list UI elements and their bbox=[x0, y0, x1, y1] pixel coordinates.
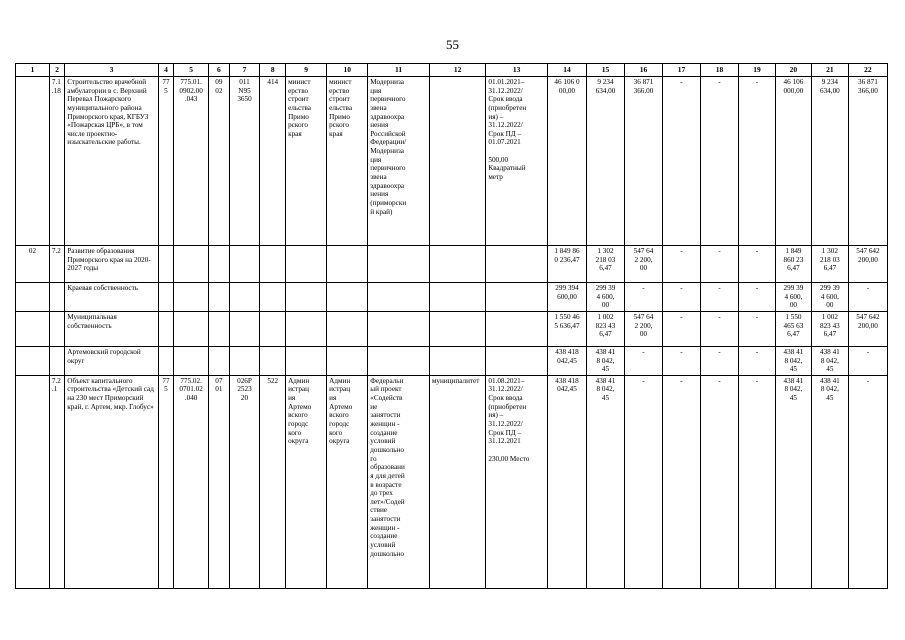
cell: 438 41 8 042, 45 bbox=[775, 375, 811, 588]
cell: - bbox=[624, 346, 662, 375]
col-header: 11 bbox=[368, 64, 430, 77]
cell bbox=[158, 346, 173, 375]
cell bbox=[209, 346, 230, 375]
col-header: 10 bbox=[327, 64, 368, 77]
cell: минист ерство строит ельства Примо рского края bbox=[327, 77, 368, 246]
cell: 1 002 823 43 6,47 bbox=[811, 311, 848, 346]
cell: 522 bbox=[260, 375, 286, 588]
cell: 414 bbox=[260, 77, 286, 246]
cell: - bbox=[738, 311, 775, 346]
cell: 02 bbox=[16, 246, 50, 283]
cell: Федеральн ый проект «Содейств ие занятости женщин - создание условий дошкольно го образовани я для детей в возрасте до трех лет»/Содей ствие занятости женщин - создание условий дошкольно bbox=[368, 375, 430, 588]
cell: 46 106 000,00 bbox=[775, 77, 811, 246]
cell bbox=[260, 311, 286, 346]
table-row bbox=[16, 283, 888, 312]
cell bbox=[174, 283, 209, 312]
cell bbox=[16, 311, 50, 346]
cell: 07 01 bbox=[209, 375, 230, 588]
cell bbox=[368, 283, 430, 312]
cell bbox=[229, 283, 260, 312]
cell: 026Р 2523 20 bbox=[229, 375, 260, 588]
cell: - bbox=[738, 375, 775, 588]
cell: муниципалитет bbox=[429, 375, 485, 588]
cell: 36 871 366,00 bbox=[848, 77, 887, 246]
col-header: 4 bbox=[158, 64, 173, 77]
col-header: 14 bbox=[547, 64, 586, 77]
cell bbox=[229, 246, 260, 283]
cell: - bbox=[848, 283, 887, 312]
cell: - bbox=[738, 283, 775, 312]
cell: - bbox=[662, 283, 700, 312]
cell bbox=[368, 246, 430, 283]
cell: - bbox=[662, 346, 700, 375]
cell: - bbox=[738, 346, 775, 375]
cell: 7.2 .1 bbox=[49, 375, 64, 588]
table-row bbox=[16, 246, 888, 283]
col-header: 20 bbox=[775, 64, 811, 77]
cell bbox=[486, 311, 548, 346]
cell: 547 64 2 200, 00 bbox=[624, 246, 662, 283]
table-row bbox=[16, 311, 888, 346]
cell: - bbox=[624, 375, 662, 588]
cell: 775.02. 0701.02 .040 bbox=[174, 375, 209, 588]
cell: Краевая собственность bbox=[65, 283, 158, 312]
cell: Модерниза ция первичного звена здравоохра нения Российской Федерации/ Модерниза ция первичного звена здравоохра нения (приморски й край) bbox=[368, 77, 430, 246]
cell bbox=[158, 311, 173, 346]
col-header: 7 bbox=[229, 64, 260, 77]
budget-table bbox=[15, 63, 888, 589]
cell bbox=[209, 283, 230, 312]
cell: 1 302 218 03 6,47 bbox=[811, 246, 848, 283]
cell bbox=[260, 283, 286, 312]
col-header: 13 bbox=[486, 64, 548, 77]
cell: 299 39 4 600, 00 bbox=[811, 283, 848, 312]
header-row bbox=[16, 64, 888, 77]
cell: 1 849 860 23 6,47 bbox=[775, 246, 811, 283]
table-row bbox=[16, 346, 888, 375]
cell bbox=[368, 346, 430, 375]
cell bbox=[260, 346, 286, 375]
cell: - bbox=[700, 246, 738, 283]
table-row bbox=[16, 375, 888, 588]
col-header: 5 bbox=[174, 64, 209, 77]
cell: 299 39 4 600, 00 bbox=[586, 283, 624, 312]
cell: 438 418 042,45 bbox=[547, 375, 586, 588]
cell bbox=[429, 246, 485, 283]
cell: Админ истрац ия Артемо вского городс кого округа bbox=[286, 375, 327, 588]
cell bbox=[16, 346, 50, 375]
cell: Объект капитального строительства «Детский сад на 230 мест Приморский край, г. Артем, мкр. Глобус» bbox=[65, 375, 158, 588]
cell: Админ истрац ия Артемо вского городс кого округа bbox=[327, 375, 368, 588]
cell bbox=[368, 311, 430, 346]
cell bbox=[158, 283, 173, 312]
cell bbox=[286, 346, 327, 375]
col-header: 3 bbox=[65, 64, 158, 77]
cell bbox=[286, 283, 327, 312]
cell: 438 41 8 042, 45 bbox=[775, 346, 811, 375]
cell: - bbox=[700, 283, 738, 312]
cell: 438 41 8 042, 45 bbox=[586, 346, 624, 375]
cell bbox=[486, 283, 548, 312]
cell: 01.08.2021– 31.12.2022/ Срок ввода (приобретен ия) – 31.12.2022/ Срок ПД – 31.12.2021 230,00 Место bbox=[486, 375, 548, 588]
col-header: 9 bbox=[286, 64, 327, 77]
cell: Развитие образования Приморского края на 2020-2027 годы bbox=[65, 246, 158, 283]
cell: 011 N95 3650 bbox=[229, 77, 260, 246]
cell bbox=[209, 246, 230, 283]
cell: 775.01. 0902.00 .043 bbox=[174, 77, 209, 246]
cell: 438 41 8 042, 45 bbox=[586, 375, 624, 588]
cell bbox=[49, 346, 64, 375]
col-header: 15 bbox=[586, 64, 624, 77]
cell: 438 41 8 042, 45 bbox=[811, 346, 848, 375]
col-header: 19 bbox=[738, 64, 775, 77]
cell: - bbox=[848, 346, 887, 375]
cell: минист ерство строит ельства Примо рского края bbox=[286, 77, 327, 246]
cell bbox=[429, 346, 485, 375]
cell: - bbox=[700, 375, 738, 588]
cell bbox=[429, 311, 485, 346]
cell: 547 642 200,00 bbox=[848, 311, 887, 346]
cell: 01.01.2021– 31.12.2022/ Срок ввода (приобретен ия) – 31.12.2022/ Срок ПД – 01.07.2021 500,00 Квадратный метр bbox=[486, 77, 548, 246]
cell: - bbox=[848, 375, 887, 588]
cell: - bbox=[662, 77, 700, 246]
page-number: 55 bbox=[446, 37, 459, 52]
cell bbox=[229, 346, 260, 375]
cell bbox=[486, 346, 548, 375]
cell: 547 642 200,00 bbox=[848, 246, 887, 283]
col-header: 6 bbox=[209, 64, 230, 77]
cell bbox=[286, 311, 327, 346]
cell: 46 106 0 00,00 bbox=[547, 77, 586, 246]
cell bbox=[286, 246, 327, 283]
cell bbox=[260, 246, 286, 283]
cell: - bbox=[700, 77, 738, 246]
cell: 1 302 218 03 6,47 bbox=[586, 246, 624, 283]
col-header: 17 bbox=[662, 64, 700, 77]
cell bbox=[209, 311, 230, 346]
cell: - bbox=[700, 346, 738, 375]
cell: 7.2 bbox=[49, 246, 64, 283]
cell: - bbox=[624, 283, 662, 312]
cell: 9 234 634,00 bbox=[811, 77, 848, 246]
cell bbox=[16, 375, 50, 588]
cell bbox=[429, 77, 485, 246]
cell: 1 002 823 43 6,47 bbox=[586, 311, 624, 346]
cell bbox=[174, 246, 209, 283]
cell bbox=[16, 283, 50, 312]
cell: Строительство врачебной амбулатории в с. Верхний Перевал Пожарского муниципального района Приморского края, КГБУЗ «Пожарская ЦРБ», в том числе проектно-изыскательские работы. bbox=[65, 77, 158, 246]
cell bbox=[49, 311, 64, 346]
cell: 7.1 .18 bbox=[49, 77, 64, 246]
cell bbox=[327, 283, 368, 312]
cell: 36 871 366,00 bbox=[624, 77, 662, 246]
col-header: 16 bbox=[624, 64, 662, 77]
cell: - bbox=[700, 311, 738, 346]
cell: 1 550 465 63 6,47 bbox=[775, 311, 811, 346]
cell: - bbox=[662, 375, 700, 588]
col-header: 2 bbox=[49, 64, 64, 77]
cell bbox=[16, 77, 50, 246]
col-header: 8 bbox=[260, 64, 286, 77]
cell: Артемовский городской округ bbox=[65, 346, 158, 375]
col-header: 12 bbox=[429, 64, 485, 77]
cell: 09 02 bbox=[209, 77, 230, 246]
cell: - bbox=[738, 246, 775, 283]
cell: Муниципальная собственность bbox=[65, 311, 158, 346]
cell bbox=[229, 311, 260, 346]
cell bbox=[327, 346, 368, 375]
col-header: 22 bbox=[848, 64, 887, 77]
cell bbox=[327, 246, 368, 283]
cell: 1 550 46 5 636,47 bbox=[547, 311, 586, 346]
cell bbox=[429, 283, 485, 312]
cell: 299 394 600,00 bbox=[547, 283, 586, 312]
cell: - bbox=[662, 246, 700, 283]
cell bbox=[49, 283, 64, 312]
cell: 9 234 634,00 bbox=[586, 77, 624, 246]
cell bbox=[158, 246, 173, 283]
cell bbox=[174, 311, 209, 346]
cell: 77 5 bbox=[158, 375, 173, 588]
table-row bbox=[16, 77, 888, 246]
cell: 438 418 042,45 bbox=[547, 346, 586, 375]
cell: 1 849 86 0 236,47 bbox=[547, 246, 586, 283]
cell: 299 39 4 600, 00 bbox=[775, 283, 811, 312]
cell: 547 64 2 200, 00 bbox=[624, 311, 662, 346]
cell: - bbox=[662, 311, 700, 346]
cell bbox=[174, 346, 209, 375]
col-header: 18 bbox=[700, 64, 738, 77]
cell: 77 5 bbox=[158, 77, 173, 246]
cell: 438 41 8 042, 45 bbox=[811, 375, 848, 588]
cell: - bbox=[738, 77, 775, 246]
col-header: 21 bbox=[811, 64, 848, 77]
cell bbox=[327, 311, 368, 346]
cell bbox=[486, 246, 548, 283]
col-header: 1 bbox=[16, 64, 50, 77]
